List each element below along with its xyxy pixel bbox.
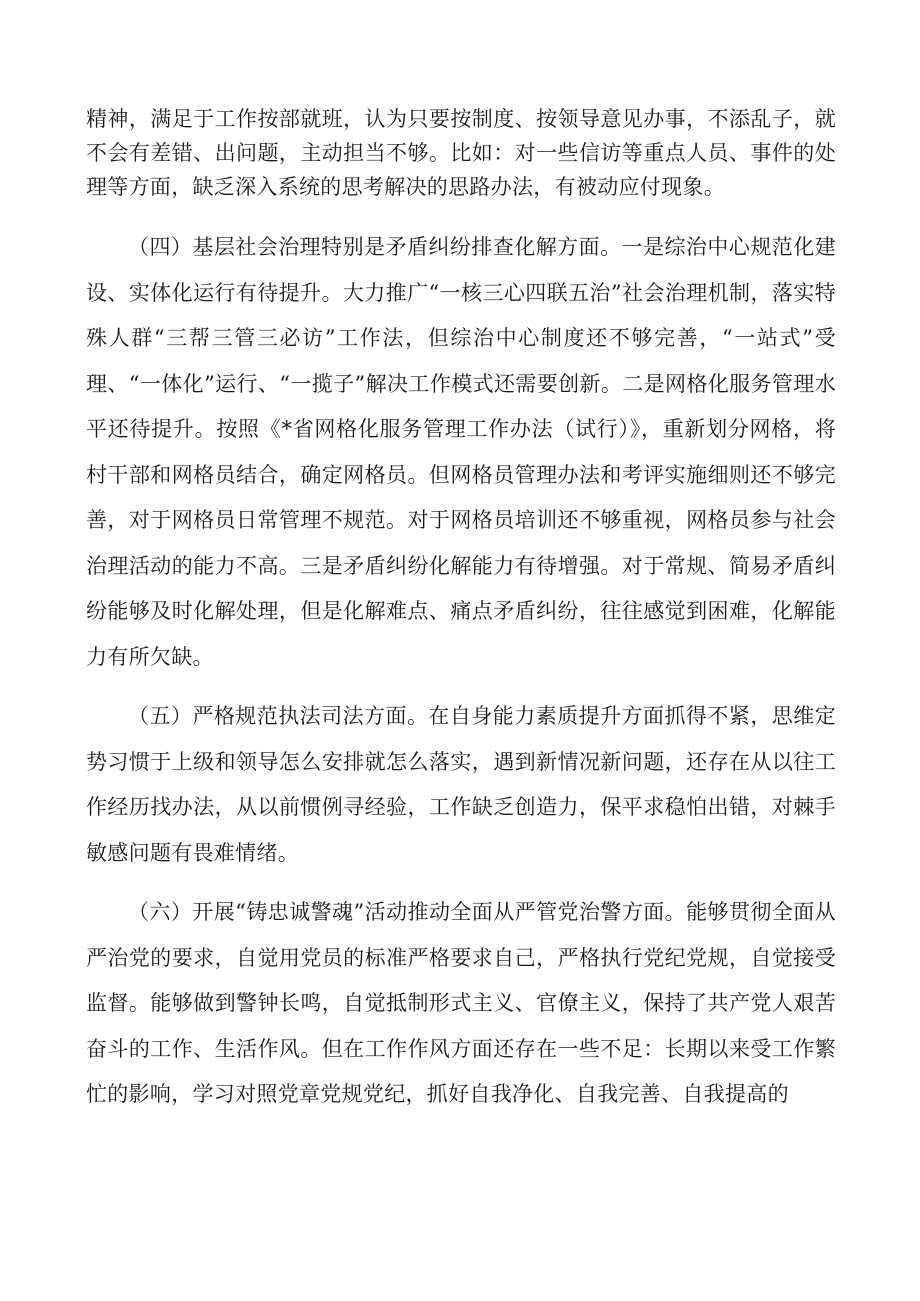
document-body	[86, 102, 836, 1132]
paragraph-section-5: （五）严格规范执法司法方面。在自身能力素质提升方面抓得不紧，思维定势习惯于上级和领导怎么安排就怎么落实，遇到新情况新问题，还存在从以往工作经历找办法，从以前惯例寻经验，工作缺乏创造力，保平求稳怕出错，对棘手敏感问题有畏难情绪。	[86, 704, 836, 865]
paragraph-section-6: （六）开展“铸忠诚警魂”活动推动全面从严管党治警方面。能够贯彻全面从严治党的要求，自觉用党员的标准严格要求自己，严格执行党纪党规，自觉接受监督。能够做到警钟长鸣，自觉抵制形式主义、官僚主义，保持了共产党人艰苦奋斗的工作、生活作风。但在工作作风方面还存在一些不足：长期以来受工作繁忙的影响，学习对照党章党规党纪，抓好自我净化、自我完善、自我提高的	[86, 900, 836, 1106]
paragraph-continuation: 精神，满足于工作按部就班，认为只要按制度、按领导意见办事，不添乱子，就不会有差错、出问题，主动担当不够。比如：对一些信访等重点人员、事件的处理等方面，缺乏深入系统的思考解决的思路办法，有被动应付现象。	[86, 107, 836, 199]
paragraph-section-4: （四）基层社会治理特别是矛盾纠纷排查化解方面。一是综治中心规范化建设、实体化运行有待提升。大力推广“一核三心四联五治”社会治理机制，落实特殊人群“三帮三管三必访”工作法，但综治中心制度还不够完善，“一站式”受理、“一体化”运行、“一揽子”解决工作模式还需要创新。二是网格化服务管理水平还待提升。按照《*省网格化服务管理工作办法（试行）》，重新划分网格，将村干部和网格员结合，确定网格员。但网格员管理办法和考评实施细则还不够完善，对于网格员日常管理不规范。对于网格员培训还不够重视，网格员参与社会治理活动的能力不高。三是矛盾纠纷化解能力有待增强。对于常规、简易矛盾纠纷能够及时化解处理，但是化解难点、痛点矛盾纠纷，往往感觉到困难，化解能力有所欠缺。	[86, 235, 836, 669]
